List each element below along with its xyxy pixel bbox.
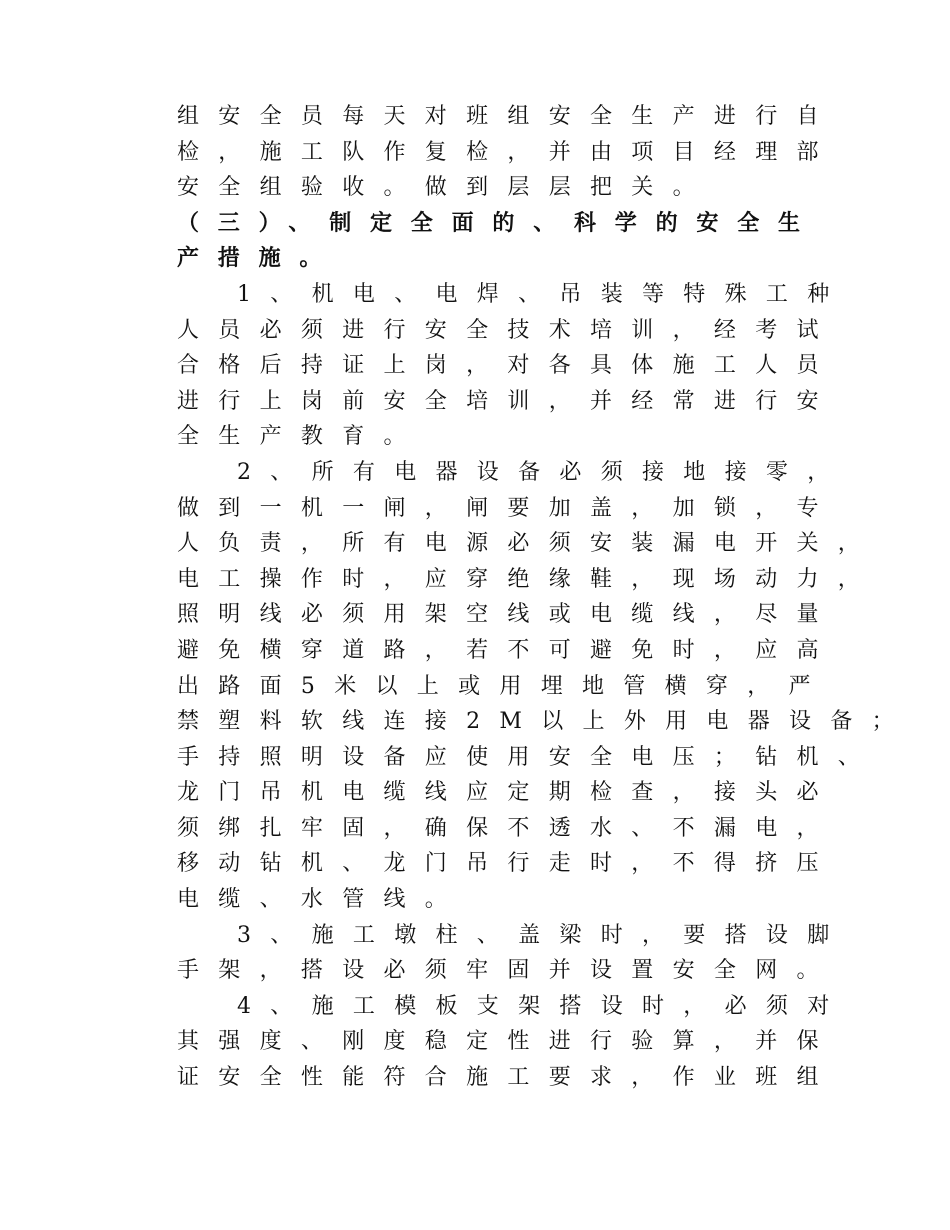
text-line: 全生产教育。 bbox=[177, 424, 425, 450]
text-line: 检，施工队作复检，并由项目经理部 bbox=[177, 139, 838, 165]
section-heading-line: （三）、制定全面的、科学的安全生 bbox=[177, 210, 819, 236]
text-line: 龙门吊机电缆线应定期检查，接头必 bbox=[177, 780, 838, 806]
text-line: 证安全性能符合施工要求，作业班组 bbox=[177, 1065, 838, 1091]
text-line: 其强度、刚度稳定性进行验算，并保 bbox=[177, 1029, 838, 1055]
text-line: 手架，搭设必须牢固并设置安全网。 bbox=[177, 958, 838, 984]
text-line: 手持照明设备应使用安全电压；钻机、 bbox=[177, 744, 880, 770]
text-line: 须绑扎牢固，确保不透水、不漏电， bbox=[177, 815, 838, 841]
numbered-item-start-line: 3、施工墩柱、盖梁时，要搭设脚 bbox=[237, 922, 849, 948]
text-line: 出路面5米以上或用埋地管横穿，严 bbox=[177, 673, 830, 699]
text-line: 做到一机一闸，闸要加盖，加锁，专 bbox=[177, 495, 838, 521]
text-line: 电缆、水管线。 bbox=[177, 887, 467, 913]
section-heading-line: 产措施。 bbox=[177, 246, 341, 272]
text-line: 人负责，所有电源必须安装漏电开关， bbox=[177, 531, 880, 557]
text-line: 禁塑料软线连接2M以上外用电器设备； bbox=[177, 709, 913, 735]
text-line: 人员必须进行安全技术培训，经考试 bbox=[177, 317, 838, 343]
document-body bbox=[177, 99, 913, 1096]
text-line: 安全组验收。做到层层把关。 bbox=[177, 175, 714, 201]
numbered-item-start-line: 1、机电、电焊、吊装等特殊工种 bbox=[237, 281, 849, 307]
text-line: 进行上岗前安全培训，并经常进行安 bbox=[177, 388, 838, 414]
text-line: 避免横穿道路，若不可避免时，应高 bbox=[177, 637, 838, 663]
text-line: 组安全员每天对班组安全生产进行自 bbox=[177, 104, 838, 129]
text-line: 移动钻机、龙门吊行走时，不得挤压 bbox=[177, 851, 838, 877]
text-line: 合格后持证上岗，对各具体施工人员 bbox=[177, 353, 838, 379]
text-line: 电工操作时，应穿绝缘鞋，现场动力， bbox=[177, 566, 880, 592]
numbered-item-start-line: 4、施工模板支架搭设时，必须对 bbox=[237, 993, 849, 1019]
numbered-item-start-line: 2、所有电器设备必须接地接零， bbox=[237, 459, 849, 485]
text-line: 照明线必须用架空线或电缆线，尽量 bbox=[177, 602, 838, 628]
